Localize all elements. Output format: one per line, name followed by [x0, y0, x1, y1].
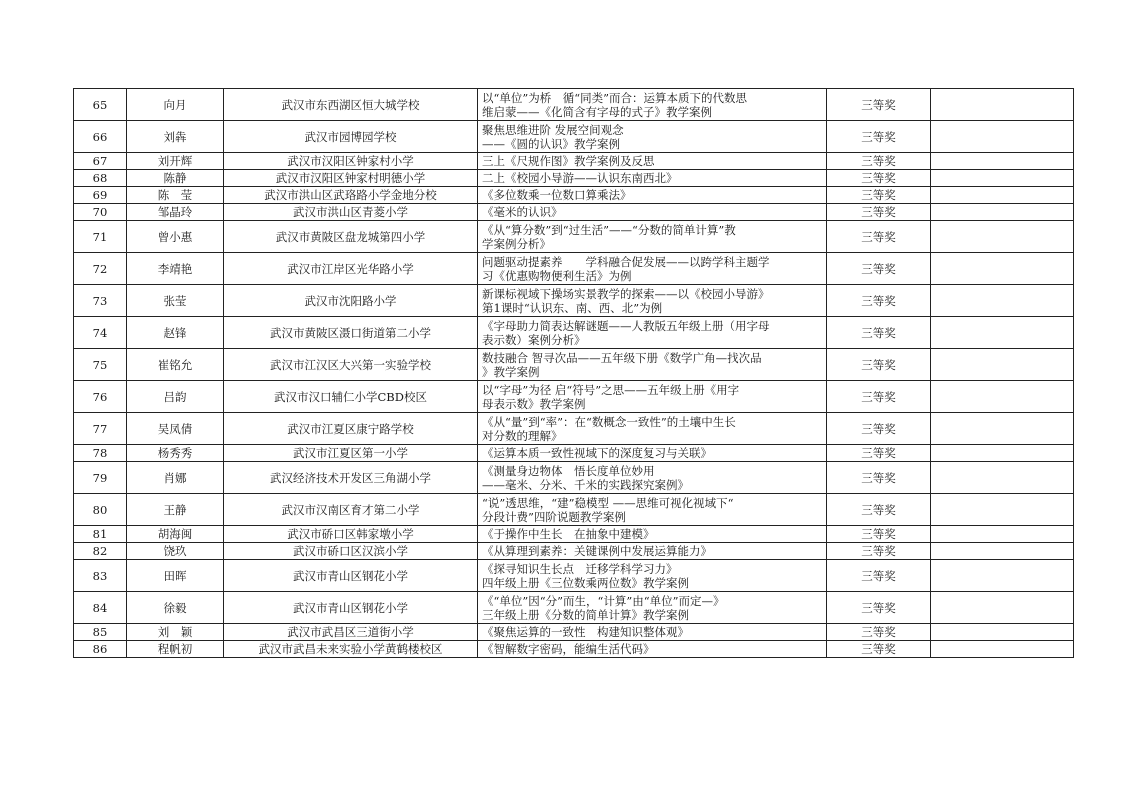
row-number: 80 — [74, 494, 127, 526]
award-level: 三等奖 — [827, 592, 931, 624]
case-title: 《字母助力简表达解谜题——人教版五年级上册（用字母 表示数）案例分析》 — [478, 317, 827, 349]
remark-cell — [931, 121, 1074, 153]
table-row — [74, 121, 1074, 153]
case-title: 《从“算分数”到“过生活”——“分数的简单计算”教 学案例分析》 — [478, 221, 827, 253]
case-title: 《多位数乘一位数口算乘法》 — [478, 187, 827, 204]
award-level: 三等奖 — [827, 253, 931, 285]
case-title: 以“字母”为径 启“符号”之思——五年级上册《用字 母表示数》教学案例 — [478, 381, 827, 413]
table-row — [74, 445, 1074, 462]
award-level: 三等奖 — [827, 170, 931, 187]
award-level: 三等奖 — [827, 445, 931, 462]
school-name: 武汉市沈阳路小学 — [224, 285, 478, 317]
row-number: 74 — [74, 317, 127, 349]
remark-cell — [931, 317, 1074, 349]
row-number: 67 — [74, 153, 127, 170]
school-name: 武汉市汉南区育才第二小学 — [224, 494, 478, 526]
author-name: 邹晶玲 — [127, 204, 224, 221]
case-title: 三上《尺规作图》教学案例及反思 — [478, 153, 827, 170]
school-name: 武汉市汉阳区钟家村明德小学 — [224, 170, 478, 187]
case-title: 《于操作中生长 在抽象中建模》 — [478, 526, 827, 543]
row-number: 86 — [74, 641, 127, 658]
remark-cell — [931, 413, 1074, 445]
table-row — [74, 253, 1074, 285]
case-title: 《聚焦运算的一致性 构建知识整体观》 — [478, 624, 827, 641]
row-number: 79 — [74, 462, 127, 494]
table-row — [74, 187, 1074, 204]
author-name: 赵锋 — [127, 317, 224, 349]
award-level: 三等奖 — [827, 560, 931, 592]
table-row — [74, 285, 1074, 317]
school-name: 武汉市武昌区三道街小学 — [224, 624, 478, 641]
school-name: 武汉市洪山区青菱小学 — [224, 204, 478, 221]
award-level: 三等奖 — [827, 89, 931, 121]
row-number: 66 — [74, 121, 127, 153]
remark-cell — [931, 170, 1074, 187]
author-name: 王静 — [127, 494, 224, 526]
table-row — [74, 221, 1074, 253]
school-name: 武汉市江夏区康宁路学校 — [224, 413, 478, 445]
award-level: 三等奖 — [827, 349, 931, 381]
case-title: 新课标视域下操场实景教学的探索——以《校园小导游》 第1课时“认识东、南、西、北”为例 — [478, 285, 827, 317]
case-title: 《从算理到素养：关键课例中发展运算能力》 — [478, 543, 827, 560]
school-name: 武汉市硚口区汉滨小学 — [224, 543, 478, 560]
table-row — [74, 89, 1074, 121]
table-row — [74, 641, 1074, 658]
author-name: 杨秀秀 — [127, 445, 224, 462]
school-name: 武汉市江汉区大兴第一实验学校 — [224, 349, 478, 381]
school-name: 武汉市黄陂区盘龙城第四小学 — [224, 221, 478, 253]
remark-cell — [931, 187, 1074, 204]
author-name: 曾小惠 — [127, 221, 224, 253]
award-level: 三等奖 — [827, 526, 931, 543]
author-name: 刘犇 — [127, 121, 224, 153]
remark-cell — [931, 204, 1074, 221]
school-name: 武汉市黄陂区滠口街道第二小学 — [224, 317, 478, 349]
row-number: 83 — [74, 560, 127, 592]
author-name: 吕韵 — [127, 381, 224, 413]
row-number: 81 — [74, 526, 127, 543]
table-row — [74, 624, 1074, 641]
table-row — [74, 494, 1074, 526]
table-row — [74, 543, 1074, 560]
author-name: 田晖 — [127, 560, 224, 592]
row-number: 84 — [74, 592, 127, 624]
remark-cell — [931, 526, 1074, 543]
row-number: 78 — [74, 445, 127, 462]
school-name: 武汉市园博园学校 — [224, 121, 478, 153]
author-name: 胡海闽 — [127, 526, 224, 543]
award-level: 三等奖 — [827, 285, 931, 317]
table-row — [74, 526, 1074, 543]
school-name: 武汉市汉阳区钟家村小学 — [224, 153, 478, 170]
table-row — [74, 170, 1074, 187]
award-level: 三等奖 — [827, 121, 931, 153]
school-name: 武汉市青山区钢花小学 — [224, 592, 478, 624]
case-title: 《运算本质一致性视域下的深度复习与关联》 — [478, 445, 827, 462]
awards-table — [73, 88, 1074, 658]
author-name: 刘 颖 — [127, 624, 224, 641]
table-row — [74, 413, 1074, 445]
row-number: 69 — [74, 187, 127, 204]
case-title: 以“单位”为桥 循“同类”而合：运算本质下的代数思 维启蒙——《化简含有字母的式子》教学案例 — [478, 89, 827, 121]
award-level: 三等奖 — [827, 381, 931, 413]
remark-cell — [931, 89, 1074, 121]
table-row — [74, 317, 1074, 349]
remark-cell — [931, 624, 1074, 641]
table-row — [74, 592, 1074, 624]
case-title: 聚焦思维进阶 发展空间观念 ——《圆的认识》教学案例 — [478, 121, 827, 153]
school-name: 武汉经济技术开发区三角湖小学 — [224, 462, 478, 494]
case-title: 《探寻知识生长点 迁移学科学习力》 四年级上册《三位数乘两位数》教学案例 — [478, 560, 827, 592]
author-name: 陈 莹 — [127, 187, 224, 204]
author-name: 肖娜 — [127, 462, 224, 494]
school-name: 武汉市江岸区光华路小学 — [224, 253, 478, 285]
author-name: 陈静 — [127, 170, 224, 187]
case-title: 《毫米的认识》 — [478, 204, 827, 221]
case-title: 问题驱动提素养 学科融合促发展——以跨学科主题学 习《优惠购物便利生活》为例 — [478, 253, 827, 285]
row-number: 71 — [74, 221, 127, 253]
award-level: 三等奖 — [827, 221, 931, 253]
author-name: 饶玖 — [127, 543, 224, 560]
remark-cell — [931, 221, 1074, 253]
row-number: 65 — [74, 89, 127, 121]
table-row — [74, 153, 1074, 170]
remark-cell — [931, 592, 1074, 624]
school-name: 武汉市青山区钢花小学 — [224, 560, 478, 592]
school-name: 武汉市东西湖区恒大城学校 — [224, 89, 478, 121]
school-name: 武汉市汉口辅仁小学CBD校区 — [224, 381, 478, 413]
remark-cell — [931, 543, 1074, 560]
author-name: 崔铭允 — [127, 349, 224, 381]
row-number: 75 — [74, 349, 127, 381]
case-title: 《测量身边物体 悟长度单位妙用 ——毫米、分米、千米的实践探究案例》 — [478, 462, 827, 494]
table-row — [74, 560, 1074, 592]
author-name: 吴凤倩 — [127, 413, 224, 445]
remark-cell — [931, 285, 1074, 317]
award-level: 三等奖 — [827, 641, 931, 658]
author-name: 徐毅 — [127, 592, 224, 624]
row-number: 76 — [74, 381, 127, 413]
school-name: 武汉市武昌未来实验小学黄鹤楼校区 — [224, 641, 478, 658]
remark-cell — [931, 462, 1074, 494]
school-name: 武汉市洪山区武珞路小学金地分校 — [224, 187, 478, 204]
award-level: 三等奖 — [827, 624, 931, 641]
case-title: 二上《校园小导游——认识东南西北》 — [478, 170, 827, 187]
remark-cell — [931, 445, 1074, 462]
case-title: 数技融合 智寻次品——五年级下册《数学广角—找次品 》教学案例 — [478, 349, 827, 381]
award-level: 三等奖 — [827, 543, 931, 560]
remark-cell — [931, 381, 1074, 413]
table-row — [74, 204, 1074, 221]
table-row — [74, 381, 1074, 413]
school-name: 武汉市硚口区韩家墩小学 — [224, 526, 478, 543]
case-title: “说”透思维，“建”稳模型 ——思维可视化视域下“ 分段计费”四阶说题教学案例 — [478, 494, 827, 526]
award-level: 三等奖 — [827, 494, 931, 526]
remark-cell — [931, 494, 1074, 526]
table-row — [74, 462, 1074, 494]
remark-cell — [931, 641, 1074, 658]
remark-cell — [931, 153, 1074, 170]
row-number: 70 — [74, 204, 127, 221]
case-title: 《“单位”因“分”而生，“计算”由“单位”而定—》 三年级上册《分数的简单计算》教学案例 — [478, 592, 827, 624]
remark-cell — [931, 560, 1074, 592]
author-name: 向月 — [127, 89, 224, 121]
award-level: 三等奖 — [827, 153, 931, 170]
table-row — [74, 349, 1074, 381]
author-name: 张莹 — [127, 285, 224, 317]
award-level: 三等奖 — [827, 462, 931, 494]
author-name: 刘开辉 — [127, 153, 224, 170]
remark-cell — [931, 349, 1074, 381]
author-name: 程帆初 — [127, 641, 224, 658]
award-level: 三等奖 — [827, 317, 931, 349]
case-title: 《从“量”到“率”：在“数概念一致性”的土壤中生长 对分数的理解》 — [478, 413, 827, 445]
remark-cell — [931, 253, 1074, 285]
row-number: 72 — [74, 253, 127, 285]
awards-table-body — [74, 89, 1074, 658]
row-number: 85 — [74, 624, 127, 641]
case-title: 《智解数字密码，能编生活代码》 — [478, 641, 827, 658]
row-number: 68 — [74, 170, 127, 187]
row-number: 73 — [74, 285, 127, 317]
row-number: 82 — [74, 543, 127, 560]
award-level: 三等奖 — [827, 187, 931, 204]
row-number: 77 — [74, 413, 127, 445]
school-name: 武汉市江夏区第一小学 — [224, 445, 478, 462]
award-level: 三等奖 — [827, 413, 931, 445]
award-level: 三等奖 — [827, 204, 931, 221]
author-name: 李靖艳 — [127, 253, 224, 285]
